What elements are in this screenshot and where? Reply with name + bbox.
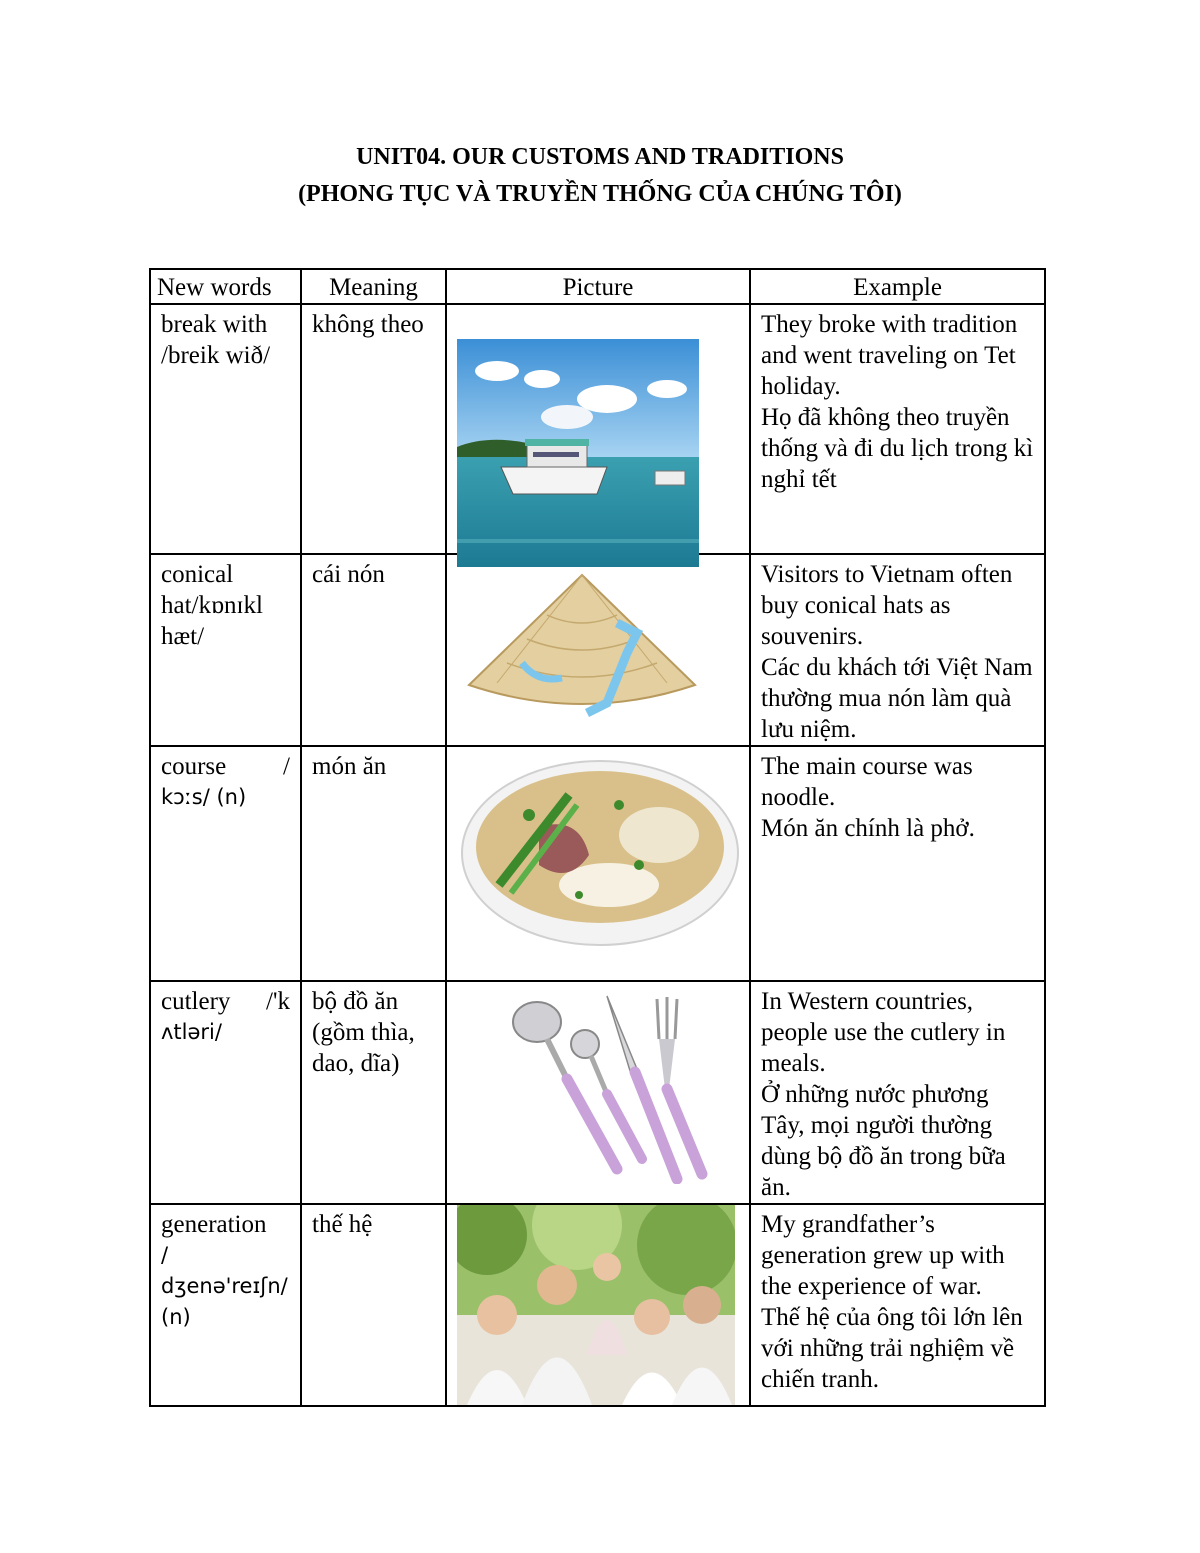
example-vietnamese: Họ đã không theo truyền thống và đi du lịch trong kì nghỉ tết	[761, 404, 1034, 493]
word-slash: /	[283, 753, 290, 780]
family-photo	[457, 1205, 735, 1405]
picture-cell	[446, 554, 750, 746]
word-pronunciation: ʌtləri/	[161, 1020, 222, 1044]
example-english: In Western countries, people use the cutlery in meals.	[761, 988, 1006, 1077]
word-cell	[150, 1204, 301, 1406]
word-cell	[150, 746, 301, 981]
example-english: The main course was noodle.	[761, 753, 973, 811]
table-header-row	[150, 269, 1045, 304]
word-line	[161, 751, 290, 782]
word-text: generation	[161, 1211, 267, 1238]
example-english: My grandfather’s generation grew up with the experience of war.	[761, 1211, 1005, 1300]
word-text: conical	[161, 561, 234, 588]
meaning-cell: bộ đồ ăn (gồm thìa, dao, dĩa)	[301, 981, 446, 1204]
picture-cell	[446, 981, 750, 1204]
table-row	[150, 1204, 1045, 1406]
example-vietnamese: Ở những nước phương Tây, mọi người thường dùng bộ đồ ăn trong bữa ăn.	[761, 1081, 1006, 1201]
word-line	[161, 986, 290, 1017]
example-cell	[750, 554, 1045, 746]
boat-on-sea-photo	[457, 339, 699, 567]
table-row	[150, 304, 1045, 554]
table-row	[150, 554, 1045, 746]
picture-cell	[446, 746, 750, 981]
word-text: break with	[161, 311, 268, 338]
example-cell	[750, 981, 1045, 1204]
example-english: They broke with tradition and went traveling on Tet holiday.	[761, 311, 1018, 400]
example-vietnamese: Các du khách tới Việt Nam thường mua nón làm quà lưu niệm.	[761, 654, 1033, 743]
column-header-example: Example	[750, 269, 1045, 304]
table-row	[150, 981, 1045, 1204]
pho-bowl-photo	[459, 755, 741, 955]
meaning-cell: cái nón	[301, 554, 446, 746]
word-pronunciation: /breik wið/	[161, 342, 271, 369]
column-header-new-words: New words	[150, 269, 301, 304]
vocabulary-table	[149, 268, 1046, 1407]
word-pronunciation: hæt/	[161, 623, 205, 650]
example-vietnamese: Món ăn chính là phở.	[761, 815, 975, 842]
word-pronunciation: kɔːs/ (n)	[161, 785, 247, 809]
word-cell	[150, 981, 301, 1204]
word-cell	[150, 554, 301, 746]
column-header-picture: Picture	[446, 269, 750, 304]
example-cell	[750, 1204, 1045, 1406]
word-slash: /'k	[266, 988, 290, 1015]
word-pronunciation: / dʒenə'reɪʃn/ (n)	[161, 1243, 288, 1329]
example-english: Visitors to Vietnam often buy conical hats as souvenirs.	[761, 561, 1013, 650]
meaning-cell: thế hệ	[301, 1204, 446, 1406]
meaning-cell: không theo	[301, 304, 446, 554]
example-vietnamese: Thế hệ của ông tôi lớn lên với những trải nghiệm về chiến tranh.	[761, 1304, 1023, 1393]
meaning-cell: món ăn	[301, 746, 446, 981]
table-row	[150, 746, 1045, 981]
cutlery-photo	[507, 994, 717, 1184]
picture-cell	[446, 1204, 750, 1406]
example-cell	[750, 746, 1045, 981]
page-title: UNIT04. OUR CUSTOMS AND TRADITIONS	[356, 144, 844, 170]
conical-hat-photo	[467, 573, 697, 723]
example-cell	[750, 304, 1045, 554]
picture-cell	[446, 304, 750, 554]
word-text: course	[161, 753, 227, 780]
word-cell	[150, 304, 301, 554]
word-text-continued: hat/kɒnɪkl	[161, 592, 263, 619]
word-text: cutlery	[161, 988, 231, 1015]
page-subtitle: (PHONG TỤC VÀ TRUYỀN THỐNG CỦA CHÚNG TÔI)	[298, 181, 902, 207]
column-header-meaning: Meaning	[301, 269, 446, 304]
